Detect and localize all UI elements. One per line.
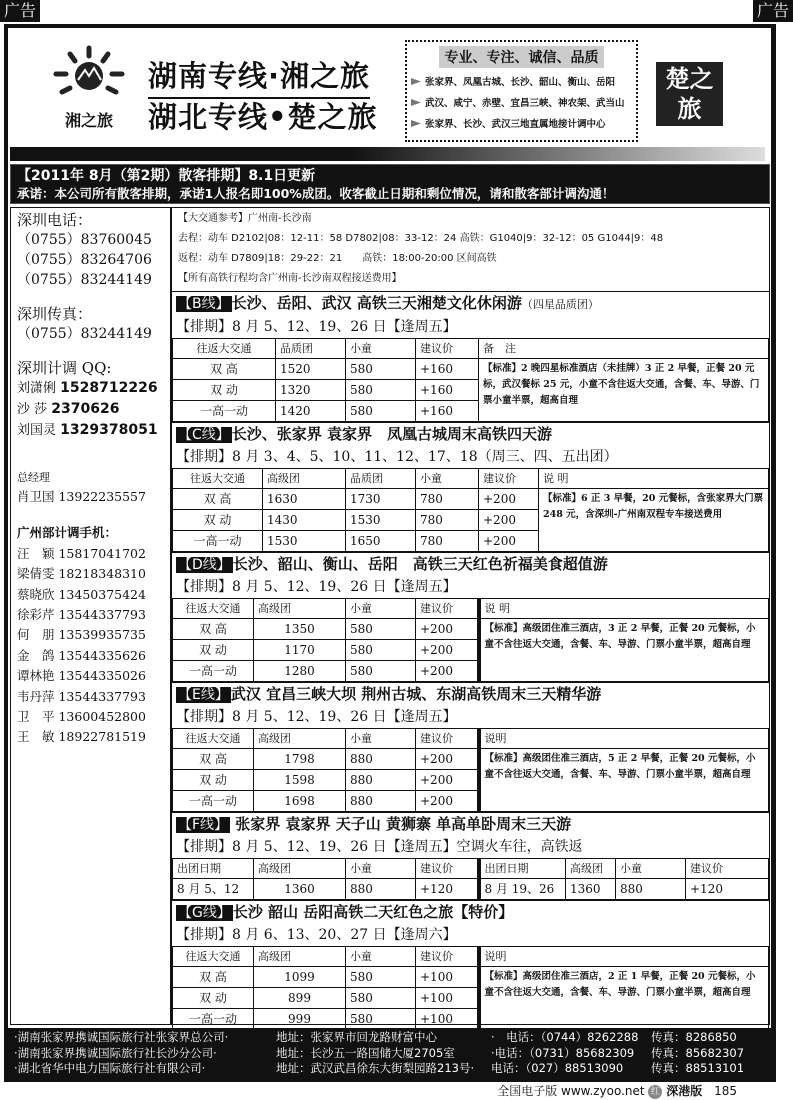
page-number: 185 bbox=[714, 1084, 737, 1098]
column-header: 出团日期 bbox=[173, 859, 254, 879]
column-header: 高级团 bbox=[254, 729, 346, 749]
table-cell: 双 高 bbox=[173, 359, 276, 380]
footer-row bbox=[14, 1030, 766, 1046]
edition-name: 深港版 bbox=[666, 1084, 703, 1098]
table-cell: 双 高 bbox=[173, 967, 254, 988]
tour-schedule: 【排期】8 月 3、4、5、10、11、12、17、18（周三、四、五出团） bbox=[176, 449, 618, 465]
column-header: 高级团 bbox=[263, 469, 346, 489]
footer-field: 地址：武汉武昌徐东大街梨园路213号· bbox=[276, 1061, 475, 1075]
table-cell: +100 bbox=[416, 988, 479, 1009]
column-header: 品质团 bbox=[276, 339, 346, 359]
table-header bbox=[173, 599, 769, 619]
arrow-icon bbox=[411, 120, 421, 127]
gradient-divider bbox=[10, 147, 765, 161]
table-cell: +200 bbox=[416, 640, 479, 661]
column-header: 建议价 bbox=[416, 599, 479, 619]
arrow-icon bbox=[411, 99, 421, 106]
contact-column bbox=[10, 207, 171, 1025]
tour-name: 武汉 宜昌三峡大坝 荆州古城、东湖高铁周末三天精华游 bbox=[230, 685, 602, 703]
table-cell: +160 bbox=[416, 380, 479, 401]
tour-name: 长沙、张家界 袁家界 凤凰古城周末高铁四天游 bbox=[231, 425, 553, 443]
footer-field: ·湖南张家界携诚国际旅行社张家界总公司· bbox=[14, 1030, 229, 1044]
column-header: 高级团 bbox=[254, 859, 346, 879]
footer-field: · 电话：（0744）8262288 bbox=[491, 1030, 639, 1044]
table-cell: 580 bbox=[346, 619, 416, 640]
column-header: 高级团 bbox=[254, 599, 346, 619]
traffic-line: 【大交通参考】广州南-长沙南 bbox=[178, 213, 312, 224]
title-hunan: 湖南专线·湘之旅 bbox=[148, 54, 370, 99]
table-header bbox=[173, 947, 769, 967]
table-cell: +200 bbox=[416, 770, 479, 791]
tour-note: 【标准】高级团住准三酒店，2 正 1 早餐，正餐 20 元餐标，小童不含往返大交通，含餐、车、导游、门票小童半票，超高自理 bbox=[479, 967, 769, 1030]
table-cell: 580 bbox=[346, 967, 416, 988]
table-cell: +200 bbox=[479, 489, 539, 510]
table-row bbox=[173, 359, 769, 380]
table-cell: 一高一动 bbox=[173, 531, 263, 552]
qq-item: 刘国灵 1329378051 bbox=[17, 422, 158, 438]
qq-item: 沙 莎 2370626 bbox=[17, 401, 120, 417]
table-cell: 1598 bbox=[254, 770, 346, 791]
tour-name: 长沙 韶山 岳阳高铁二天红色之旅【特价】 bbox=[232, 903, 514, 921]
table-cell: 一高一动 bbox=[173, 401, 276, 422]
footer-field: ·电话：（0731）85682309 bbox=[491, 1045, 635, 1060]
table-cell: +200 bbox=[416, 749, 479, 770]
tour-schedule: 【排期】8 月 5、12、19、26 日【逢周五】空调火车往，高铁返 bbox=[176, 839, 583, 855]
mobile-contact: 卫 平 13600452800 bbox=[17, 709, 146, 725]
page-footer bbox=[497, 1083, 737, 1099]
table-row bbox=[173, 967, 769, 988]
table-cell: 1360 bbox=[566, 879, 616, 900]
table-cell: 580 bbox=[346, 359, 416, 380]
column-header: 小童 bbox=[346, 339, 416, 359]
banner-promise: 承诺：本公司所有散客排期，承诺1人报名即100%成团。收客截止日期和剩位情况，请和散客部计调沟通！ bbox=[17, 186, 615, 201]
table-cell: 双 动 bbox=[173, 770, 254, 791]
tel: （0755）83244149 bbox=[17, 272, 152, 288]
footer-field: 传真：8286850 bbox=[651, 1030, 737, 1044]
mobile-contact: 徐彩芹 13544337793 bbox=[17, 607, 146, 623]
column-header: 建议价 bbox=[479, 469, 539, 489]
banner-title: 【2011年 8月（第2期）散客排期】8.1日更新 bbox=[17, 168, 316, 184]
table-cell: 580 bbox=[346, 1009, 416, 1030]
column-header: 往返大交通 bbox=[173, 339, 276, 359]
tour-sections bbox=[172, 292, 769, 1030]
table-cell: 一高一动 bbox=[173, 1009, 254, 1030]
tour-section-d bbox=[172, 553, 769, 683]
tour-section-g bbox=[172, 901, 769, 1030]
column-header: 品质团 bbox=[346, 469, 416, 489]
table-cell: 1420 bbox=[276, 401, 346, 422]
route-line: 张家界、凤凰古城、长沙、韶山、衡山、岳阳 bbox=[425, 77, 616, 88]
table-cell: 880 bbox=[346, 770, 416, 791]
table-cell: +120 bbox=[686, 879, 769, 900]
column-header: 小童 bbox=[346, 729, 416, 749]
tour-title bbox=[172, 901, 769, 924]
table-cell: 双 动 bbox=[173, 640, 254, 661]
tour-section-b bbox=[172, 292, 769, 423]
table-cell: +200 bbox=[479, 531, 539, 552]
tour-note: 【标准】高级团住准三酒店，5 正 2 早餐，正餐 20 元餐标，小童不含往返大交通，含餐、车、导游、门票小童半票，超高自理 bbox=[479, 749, 769, 812]
table-cell: +200 bbox=[479, 510, 539, 531]
tour-note: 【标准】6 正 3 早餐，20 元餐标，含张家界大门票 248 元，含深圳-广州南双程专车接送费用 bbox=[539, 489, 769, 552]
column-header: 出团日期 bbox=[479, 859, 566, 879]
table-header bbox=[173, 469, 769, 489]
column-header: 建议价 bbox=[416, 339, 479, 359]
column-header: 说 明 bbox=[479, 599, 769, 619]
price-table bbox=[172, 858, 769, 900]
table-cell: 1798 bbox=[254, 749, 346, 770]
gz-label: 广州部计调手机： bbox=[17, 525, 118, 541]
schedule-banner bbox=[10, 164, 770, 204]
table-cell: +160 bbox=[416, 359, 479, 380]
footer-field: 电话：（027）88513090 bbox=[491, 1061, 624, 1075]
gm-label: 总经理 bbox=[17, 471, 50, 484]
mobile-contact: 何 朋 13539935735 bbox=[17, 627, 146, 643]
tour-name: 张家界 袁家界 天子山 黄狮寨 单高单卧周末三天游 bbox=[230, 815, 572, 833]
tour-note: 【标准】高级团住准三酒店，3 正 2 早餐，正餐 20 元餐标，小童不含往返大交通，含餐、车、导游、门票小童半票，超高自理 bbox=[479, 619, 769, 682]
column-header: 小童 bbox=[416, 469, 479, 489]
column-header: 建议价 bbox=[416, 859, 479, 879]
arrow-icon bbox=[411, 78, 421, 85]
table-cell: 双 动 bbox=[173, 988, 254, 1009]
footer-field: 传真：88513101 bbox=[651, 1061, 745, 1075]
table-cell: 1520 bbox=[276, 359, 346, 380]
table-cell: 1280 bbox=[254, 661, 346, 682]
tour-name: 长沙、岳阳、武汉 高铁三天湘楚文化休闲游 bbox=[231, 294, 522, 312]
tour-listings bbox=[171, 207, 770, 1025]
table-cell: 1530 bbox=[263, 531, 346, 552]
table-cell: 双 高 bbox=[173, 749, 254, 770]
table-cell: +120 bbox=[416, 879, 479, 900]
column-header: 往返大交通 bbox=[173, 469, 263, 489]
tour-schedule: 【排期】8 月 5、12、19、26 日【逢周五】 bbox=[176, 709, 457, 725]
table-cell: 580 bbox=[346, 380, 416, 401]
table-cell: 双 动 bbox=[173, 380, 276, 401]
table-cell: 1650 bbox=[346, 531, 416, 552]
ad-label-left: 广告 bbox=[0, 0, 40, 22]
sun-icon bbox=[48, 44, 130, 104]
column-header: 高级团 bbox=[254, 947, 346, 967]
table-header bbox=[173, 339, 769, 359]
tour-grade: （四星品质团） bbox=[521, 298, 599, 311]
qq-label: 深圳计调 QQ: bbox=[17, 359, 112, 377]
table-cell: +200 bbox=[416, 791, 479, 812]
line-tag: 【G线】 bbox=[178, 905, 231, 921]
table-cell: 1530 bbox=[346, 510, 416, 531]
column-header: 建议价 bbox=[686, 859, 769, 879]
route-line: 张家界、长沙、武汉三地直属地接计调中心 bbox=[425, 119, 606, 130]
table-cell: 8 月 5、12 bbox=[173, 879, 254, 900]
table-cell: +160 bbox=[416, 401, 479, 422]
table-row bbox=[173, 489, 769, 510]
table-cell: 8 月 19、26 bbox=[479, 879, 566, 900]
line-tag: 【B线】 bbox=[178, 296, 230, 312]
ad-label-right: 广告 bbox=[753, 0, 793, 22]
price-table bbox=[172, 946, 769, 1030]
table-cell: 1360 bbox=[254, 879, 346, 900]
line-tag: 【E线】 bbox=[178, 687, 229, 703]
table-row bbox=[173, 749, 769, 770]
mobile-contact: 蔡晓欣 13450375424 bbox=[17, 586, 146, 602]
mobile-contact: 韦丹萍 13544337793 bbox=[17, 688, 146, 704]
tour-note: 【标准】2 晚四星标准酒店（未挂牌）3 正 2 早餐，正餐 20 元标，武汉餐标 25 元，小童不含往返大交通，含餐、车、导游、门票小童半票，超高自理 bbox=[479, 359, 769, 422]
column-header: 小童 bbox=[616, 859, 686, 879]
table-cell: 1170 bbox=[254, 640, 346, 661]
column-header: 小童 bbox=[346, 859, 416, 879]
tel: （0755）83760045 bbox=[17, 232, 152, 248]
table-header bbox=[173, 859, 769, 879]
tel-label: 深圳电话： bbox=[17, 211, 93, 229]
tour-title bbox=[172, 683, 769, 706]
table-cell: 1320 bbox=[276, 380, 346, 401]
line-tag: 【C线】 bbox=[178, 427, 230, 443]
footer-field: 地址：长沙五一路国储大厦2705室 bbox=[276, 1045, 455, 1060]
table-cell: 1698 bbox=[254, 791, 346, 812]
tour-title bbox=[172, 813, 769, 836]
tour-section-f bbox=[172, 813, 769, 901]
tour-schedule: 【排期】8 月 5、12、19、26 日【逢周五】 bbox=[176, 579, 457, 595]
table-cell: 780 bbox=[416, 510, 479, 531]
tel: （0755）83264706 bbox=[17, 252, 152, 268]
table-cell: 899 bbox=[254, 988, 346, 1009]
table-cell: +100 bbox=[416, 1009, 479, 1030]
table-cell: 880 bbox=[346, 749, 416, 770]
table-cell: 780 bbox=[416, 489, 479, 510]
route-line: 武汉、咸宁、赤壁、宜昌三峡、神农架、武当山 bbox=[425, 98, 625, 109]
column-header: 高级团 bbox=[566, 859, 616, 879]
table-cell: 1350 bbox=[254, 619, 346, 640]
tour-title bbox=[172, 423, 769, 446]
table-cell: 1430 bbox=[263, 510, 346, 531]
tour-section-c bbox=[172, 423, 769, 553]
mobile-contact: 梁倩雯 18218348310 bbox=[17, 566, 146, 582]
table-cell: 双 高 bbox=[173, 489, 263, 510]
xiangzhilv-logo bbox=[48, 44, 130, 128]
footer-field: 地址：张家界市回龙路财富中心 bbox=[276, 1030, 437, 1044]
column-header: 往返大交通 bbox=[173, 729, 254, 749]
logo-text: 湘之旅 bbox=[64, 111, 113, 130]
mobile-contact: 王 敏 18922781519 bbox=[17, 729, 146, 745]
mobile-list bbox=[17, 544, 164, 748]
line-tag: 【D线】 bbox=[178, 557, 231, 573]
slogan: 专业、专注、诚信、品质 bbox=[439, 46, 604, 68]
column-header: 建议价 bbox=[416, 729, 479, 749]
table-header bbox=[173, 729, 769, 749]
fax-label: 深圳传真： bbox=[17, 305, 93, 323]
table-cell: 880 bbox=[346, 879, 416, 900]
table-row bbox=[173, 879, 769, 900]
company-footer bbox=[8, 1028, 772, 1080]
footer-row bbox=[14, 1061, 766, 1077]
tour-title bbox=[172, 292, 769, 316]
table-cell: 1099 bbox=[254, 967, 346, 988]
table-cell: 双 动 bbox=[173, 510, 263, 531]
table-cell: 880 bbox=[346, 791, 416, 812]
column-header: 建议价 bbox=[416, 947, 479, 967]
chuzhilv-logo: 楚之旅 bbox=[656, 62, 723, 126]
line-tag: 【F线】 bbox=[178, 817, 229, 833]
table-cell: +200 bbox=[416, 619, 479, 640]
table-cell: 880 bbox=[616, 879, 686, 900]
footer-field: ·湖北省华中电力国际旅行社有限公司· bbox=[14, 1061, 206, 1075]
tour-section-e bbox=[172, 683, 769, 813]
table-cell: 1730 bbox=[346, 489, 416, 510]
qq-item: 刘潇俐 1528712226 bbox=[17, 380, 158, 396]
tour-title bbox=[172, 553, 769, 576]
table-cell: +200 bbox=[416, 661, 479, 682]
tour-schedule: 【排期】8 月 6、13、20、27 日【逢周六】 bbox=[176, 927, 457, 943]
table-cell: 999 bbox=[254, 1009, 346, 1030]
footer-row bbox=[14, 1046, 766, 1062]
mobile-contact: 汪 颖 15817041702 bbox=[17, 545, 146, 561]
tour-schedule: 【排期】8 月 5、12、19、26 日【逢周五】 bbox=[176, 319, 457, 335]
table-cell: 一高一动 bbox=[173, 791, 254, 812]
table-cell: 580 bbox=[346, 640, 416, 661]
table-cell: 双 高 bbox=[173, 619, 254, 640]
column-header: 往返大交通 bbox=[173, 947, 254, 967]
table-cell: 580 bbox=[346, 401, 416, 422]
table-cell: 580 bbox=[346, 661, 416, 682]
gm: 肖卫国 13922235557 bbox=[17, 489, 146, 504]
red-badge-icon: 红 bbox=[648, 1085, 662, 1099]
column-header: 说 明 bbox=[539, 469, 769, 489]
mobile-contact: 谭林艳 13544335026 bbox=[17, 668, 146, 684]
price-table bbox=[172, 338, 769, 422]
mobile-contact: 金 鸽 13544335626 bbox=[17, 647, 146, 663]
table-cell: 1630 bbox=[263, 489, 346, 510]
price-table bbox=[172, 728, 769, 812]
fax: （0755）83244149 bbox=[17, 326, 152, 342]
table-cell: +100 bbox=[416, 967, 479, 988]
edition-site: 全国电子版 www.zyoo.net bbox=[497, 1084, 645, 1098]
column-header: 备 注 bbox=[479, 339, 769, 359]
title-hubei: 湖北专线•楚之旅 bbox=[148, 100, 378, 134]
traffic-line: 返程：动车 D7809|18：29-22：21 高铁：18:00-20:00 区间高铁 bbox=[178, 253, 497, 264]
price-table bbox=[172, 598, 769, 682]
column-header: 说明 bbox=[479, 729, 769, 749]
table-cell: 780 bbox=[416, 531, 479, 552]
column-header: 说明 bbox=[479, 947, 769, 967]
column-header: 小童 bbox=[346, 599, 416, 619]
traffic-line: 去程：动车 D2102|08：12-11：58 D7802|08：33-12：24 高铁：G1040|9：32-12：05 G1044|9：48 bbox=[178, 233, 664, 244]
traffic-info bbox=[172, 208, 769, 292]
footer-field: ·湖南张家界携诚国际旅行社长沙分公司· bbox=[14, 1045, 217, 1060]
table-cell: 一高一动 bbox=[173, 661, 254, 682]
column-header: 往返大交通 bbox=[173, 599, 254, 619]
table-row bbox=[173, 619, 769, 640]
table-cell: 580 bbox=[346, 988, 416, 1009]
tour-name: 长沙、韶山、衡山、岳阳 高铁三天红色祈福美食超值游 bbox=[232, 555, 608, 573]
traffic-line: 【所有高铁行程均含广州南-长沙南双程接送费用】 bbox=[178, 273, 402, 284]
column-header: 小童 bbox=[346, 947, 416, 967]
slogan-box bbox=[405, 40, 638, 142]
price-table bbox=[172, 468, 769, 552]
footer-field: 传真：85682307 bbox=[651, 1045, 745, 1060]
